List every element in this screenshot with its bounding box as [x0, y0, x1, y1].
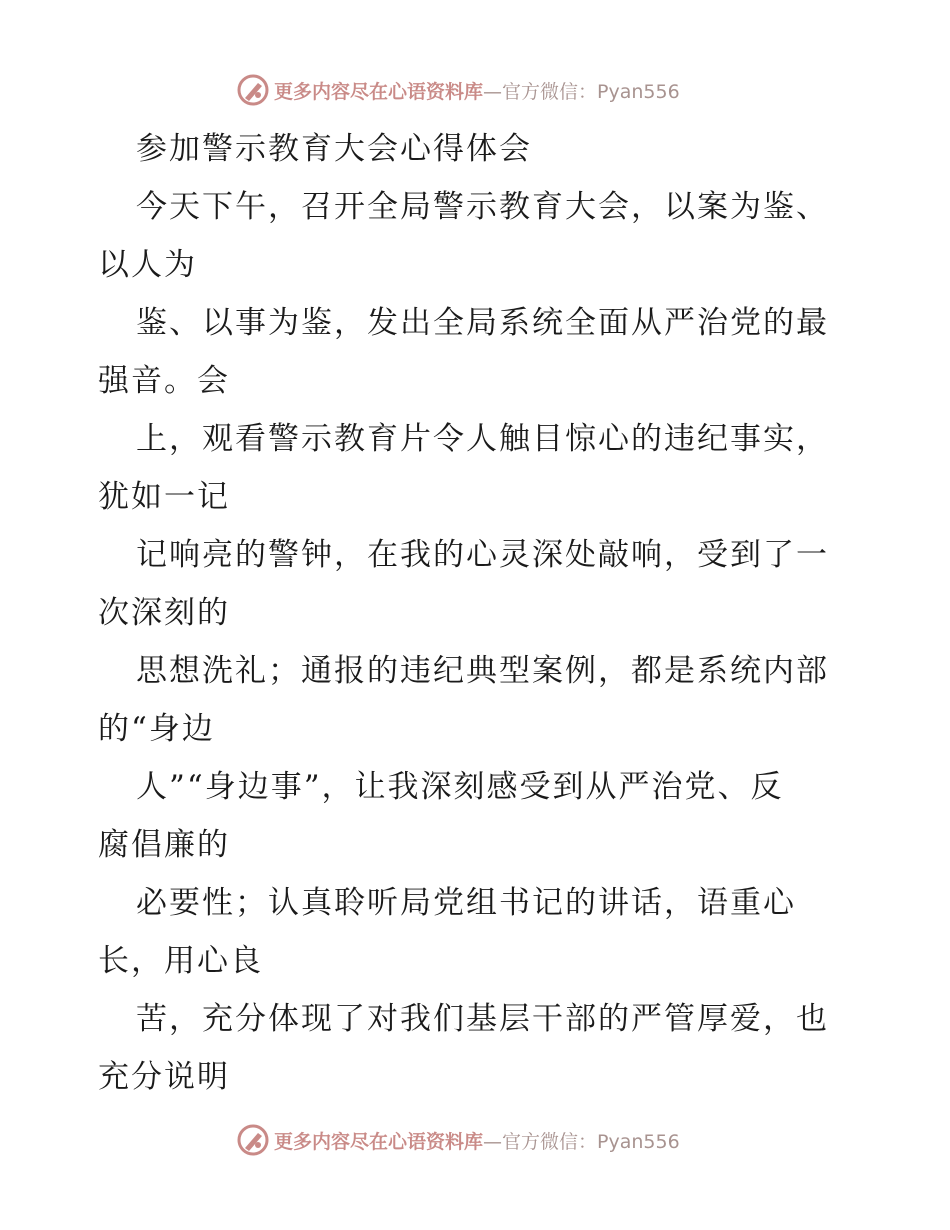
watermark-main-text: 更多内容尽在心语资料库	[274, 1130, 484, 1153]
document-title: 参加警示教育大会心得体会	[136, 131, 532, 167]
text-line: 长，用心良	[98, 943, 263, 979]
text-line: 的“身边	[98, 711, 215, 747]
text-line: 苦，充分体现了对我们基层干部的严管厚爱，也	[136, 1001, 829, 1037]
pen-logo-icon	[236, 73, 270, 107]
text-line: 次深刻的	[98, 595, 230, 631]
document-body	[98, 120, 858, 1106]
header-watermark	[236, 72, 680, 108]
text-line: 充分说明	[98, 1059, 230, 1095]
text-line: 人”“身边事”，让我深刻感受到从严治党、反	[136, 769, 784, 805]
watermark-sub-text: —官方微信：Pyan556	[483, 80, 680, 103]
text-line: 记响亮的警钟，在我的心灵深处敲响，受到了一	[136, 537, 829, 573]
watermark-main-text: 更多内容尽在心语资料库	[274, 80, 484, 103]
text-line: 必要性；认真聆听局党组书记的讲话，语重心	[136, 885, 796, 921]
text-line: 犹如一记	[98, 479, 230, 515]
footer-watermark	[236, 1122, 680, 1158]
text-line: 以人为	[98, 247, 197, 283]
text-line: 思想洗礼；通报的违纪典型案例，都是系统内部	[136, 653, 829, 689]
text-line: 腐倡廉的	[98, 827, 230, 863]
text-line: 鉴、以事为鉴，发出全局系统全面从严治党的最	[136, 305, 829, 341]
watermark-sub-text: —官方微信：Pyan556	[483, 1130, 680, 1153]
text-line: 上，观看警示教育片令人触目惊心的违纪事实，	[136, 421, 829, 457]
text-line: 今天下午，召开全局警示教育大会，以案为鉴、	[136, 189, 829, 225]
pen-logo-icon	[236, 1123, 270, 1157]
text-line: 强音。会	[98, 363, 230, 399]
